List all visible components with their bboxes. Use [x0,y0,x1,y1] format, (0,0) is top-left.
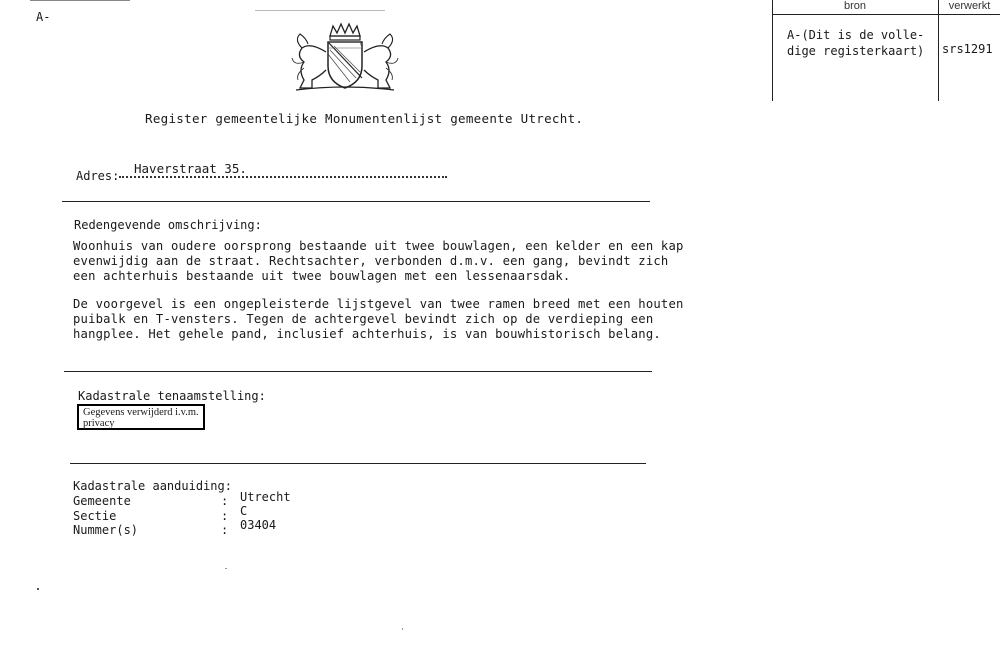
cadastral-owner-heading: Kadastrale tenaamstelling: [78,389,266,403]
meta-processed-header: verwerkt [948,0,991,12]
description-line: een achterhuis bestaande uit twee bouwlagen met een lessenaarsdak. [73,269,571,283]
cadastral-row-colon: : [221,509,229,523]
meta-source-line: A-(Dit is de volle- [787,28,925,42]
scan-speck [402,628,403,630]
scan-edge-line [255,10,385,11]
address-dotted-line [119,170,447,178]
privacy-redaction-box: Gegevens verwijderd i.v.m. privacy [77,404,205,430]
meta-source-header: bron [843,0,867,12]
cadastral-designation-heading: Kadastrale aanduiding: [73,479,232,493]
section-divider [64,371,652,372]
meta-table-divider [938,0,939,101]
cadastral-row-colon: : [221,523,229,537]
meta-processed-value: srs1291 [942,42,993,56]
meta-source-line: dige registerkaart) [787,44,925,58]
scan-speck [37,588,39,590]
scan-speck [225,568,227,569]
cadastral-row-label: Sectie [73,509,117,523]
description-line: evenwijdig aan de straat. Rechtsachter, verbonden d.m.v. een gang, bevindt zich [73,254,669,268]
scan-edge-line [30,0,130,1]
meta-table-header-line [772,14,1000,15]
description-line: hangplee. Het gehele pand, inclusief achterhuis, is van bouwhistorisch belang. [73,327,661,341]
cadastral-row-value: Utrecht [240,490,291,504]
address-label: Adres: [76,169,120,183]
cadastral-row-colon: : [221,494,229,508]
cadastral-row-label: Gemeente [73,494,131,508]
cadastral-row-value: 03404 [240,518,277,532]
description-line: Woonhuis van oudere oorsprong bestaande uit twee bouwlagen, een kelder en een kap [73,239,684,253]
meta-table-left-border [772,0,773,101]
description-heading: Redengevende omschrijving: [74,218,262,232]
corner-mark: A- [36,10,51,24]
address-value: Haverstraat 35. [134,161,247,176]
section-divider [70,463,646,464]
utrecht-coat-of-arms-icon [290,22,400,94]
description-line: De voorgevel is een ongepleisterde lijstgevel van twee ramen breed met een houten [73,297,684,311]
section-divider [62,201,650,202]
description-line: puibalk en T-vensters. Tegen de achtergevel bevindt zich op de verdieping een [73,312,654,326]
cadastral-row-value: C [240,504,248,518]
cadastral-row-label: Nummer(s) [73,523,139,537]
page-title: Register gemeentelijke Monumentenlijst gemeente Utrecht. [145,111,584,126]
